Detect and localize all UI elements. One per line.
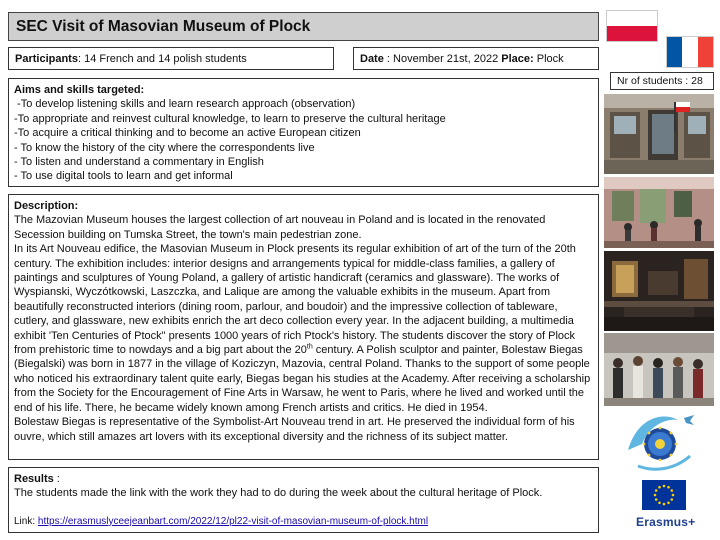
date-label: Date [360,53,384,65]
place-label: Place: [501,53,534,65]
students-group-photo [604,333,714,406]
date-box [353,47,599,70]
museum-facade-photo [604,94,714,174]
students-count: Nr of students : 28 [617,75,703,87]
eu-flag-icon [642,480,686,510]
aims-item: -To acquire a critical thinking and to become an active European citizen [14,127,361,140]
erasmus-project-logo-icon [624,410,698,474]
results-link-label: Link: [14,515,38,527]
students-count-box [610,72,714,90]
participants-value: : 14 French and 14 polish students [77,53,247,65]
results-heading-line [14,472,594,486]
description-paragraph-3: Bolestaw Biegas is representative of the Symbolist-Art Nouveau trend in art. He preserved the individual form of his ouvre, which still amazes art lovers with its exceptional diversity and the richness of its subject matter. [14,416,575,443]
aims-item: - To know the history of the city where the correspondents live [14,141,315,154]
poland-flag-icon [606,10,658,42]
results-heading: Results [14,473,54,485]
results-box [8,467,599,533]
france-flag-icon [666,36,714,68]
date-value: : November 21st, 2022 [383,53,502,65]
superscript-th: th [306,343,313,351]
eu-star-icon [663,503,666,506]
description-box [8,194,599,460]
eu-star-icon [654,494,657,497]
aims-item: - To listen and understand a commentary in English [14,156,264,169]
description-heading: Description: [14,200,79,212]
aims-list [14,97,594,183]
description-paragraph-2b: century. A Polish sculptor and painter, Bolestaw Biegas (Biegalski) was born in 1877 in the village of Koziczyn, Mazovia, central Poland. Thanks to the support of some people who noticed his extraordinary talent quite early, Biegas began his studies at the Academy. After receiving a scholarship from the Society for the Encouragement of Fine Arts in Warsaw, he went to Paris, where he lived and worked until the end of his life. There, he became widely known among French artists and critics. He died in 1954. [14,344,591,414]
aims-item: -To develop listening skills and learn research approach (observation) [14,98,356,111]
participants-label: Participants [15,53,78,65]
eu-star-icon [670,489,673,492]
exhibition-hall-photo [604,251,714,331]
description-paragraph-2a: In its Art Nouveau edifice, the Masovian Museum in Plock presents its regular exhibition of art of the turn of the 20th century. The exhibition includes: interior designs and arrangements typical for middle-class families, a gallery of paintings and sculptures of Young Poland, a gallery of artistic handicraft (ceramics and glassware). The works of Wyspianski, Wyczótkowski, Laszczka, and Lalique are among the valuable exhibits in the museum. Apart from beautifully reconstructed interiors (dining room, parlour, and boudoir) and the impressive collection of tableware, cutlery, and glassware, new exhibits enrich the art deco collection every year. In the adjacent building, a multimedia exhibit 'Ten Centuries of Ptock" presents 1000 years of rich Ptock's history. The students discover the story of Plock from prehistoric time to nowdays and a big part about the 20 [14,243,576,357]
eu-star-icon [663,485,666,488]
aims-item: - To use digital tools to learn and get informal [14,170,233,183]
aims-item: -To appropriate and reinvest cultural knowledge, to learn to preserve the cultural heritage [14,112,446,125]
participants-box [8,47,334,70]
eu-star-icon [672,494,675,497]
results-text: The students made the link with the work they had to do during the week about the cultural heritage of Plock. [14,487,543,500]
place-value: Plock [533,53,564,65]
erasmus-plus-logo: Erasmus+ [636,515,696,529]
results-link-line [14,515,594,529]
title-bar [8,12,599,41]
aims-box [8,78,599,187]
results-link[interactable]: https://erasmuslyceejeanbart.com/2022/12/pl22-visit-of-masovian-museum-of-plock.html [37,515,429,527]
eu-star-icon [658,486,661,489]
eu-star-icon [655,498,658,501]
results-heading-suffix: : [53,473,60,485]
description-paragraph-2 [14,242,594,415]
aims-heading: Aims and skills targeted: [14,84,145,96]
museum-interior-photo [604,177,714,248]
page-title: SEC Visit of Masovian Museum of Plock [16,18,311,35]
description-paragraph-1: The Mazovian Museum houses the largest collection of art nouveau in Poland and is located in the renovated Secession building on Tumska Street, the town's main pedestrian zone. [14,214,546,241]
eu-star-icon [658,501,661,504]
eu-star-icon [670,498,673,501]
eu-star-icon [667,486,670,489]
eu-star-icon [655,489,658,492]
date-line [360,53,564,65]
participants-line [15,53,247,65]
eu-star-icon [667,501,670,504]
